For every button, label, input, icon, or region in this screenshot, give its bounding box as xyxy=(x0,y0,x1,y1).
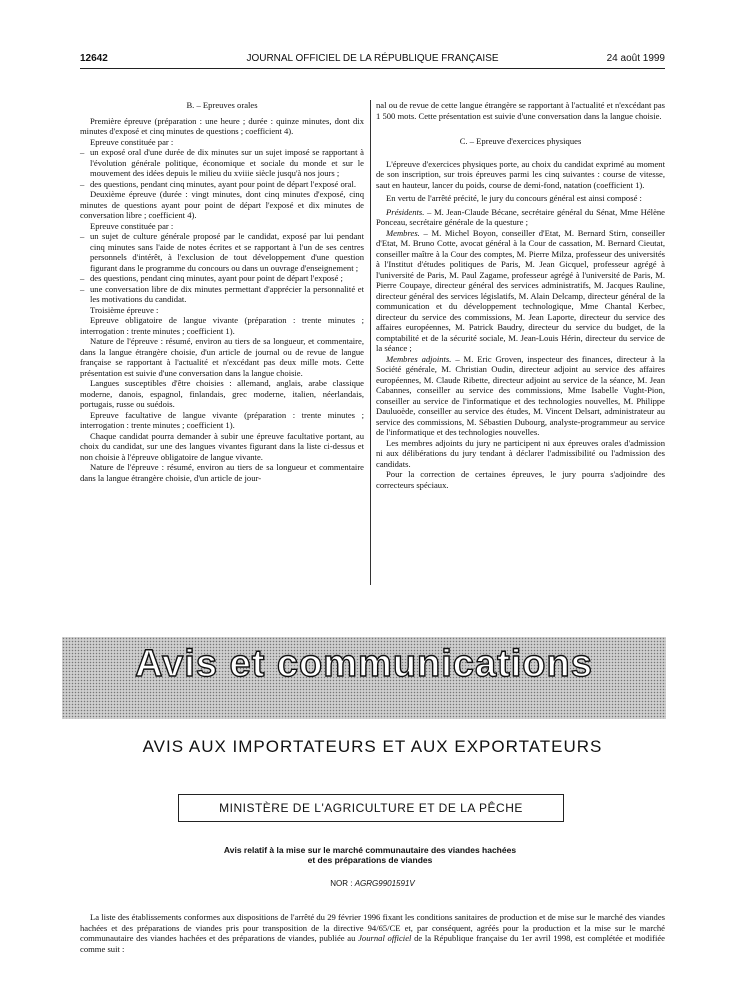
paragraph: Chaque candidat pourra demander à subir une épreuve facultative portant, au choix du candidat, sur une des langues vivantes figurant dans la liste ci-dessus et non choisie à l'épreuve obligatoire de langue vivante. xyxy=(80,430,364,462)
list xyxy=(80,147,364,189)
banner-title: Avis et communications xyxy=(135,643,593,685)
right-column xyxy=(376,100,665,490)
presidents-text: – M. Jean-Claude Bécane, secrétaire général du Sénat, Mme Hélène Ponceau, secrétaire générale de la questure ; xyxy=(376,206,665,227)
list xyxy=(80,231,364,305)
body-text: La liste des établissements conformes aux dispositions de l'arrêté du 29 février 1996 fixant les conditions sanitaires de production et de mise sur le marché des viandes hachées et des préparations de viandes pris pour transposition de la directive 94/65/CE et, par conséquent, agréés pour la production et la mise sur le marché communautaire des viandes hachées et des préparations de viandes, publiée au xyxy=(80,912,665,943)
jury-deputy-members xyxy=(376,354,665,438)
paragraph: Nature de l'épreuve : résumé, environ au tiers de sa longueur et commentaire dans la langue étrangère choisie, d'un article de jour- xyxy=(80,462,364,483)
list-item: – un sujet de culture générale proposé par le candidat, exposé par lui pendant cinq minutes sans l'aide de notes écrites et se rapportant à l'un de ses centres personnels d'intérêt, à l'exclusion de tout développement d'une question figurant dans le programme du concours ou dans un ouvrage d'enseignement ; xyxy=(80,231,364,273)
members-text: – M. Michel Boyon, conseiller d'Etat, M. Bernard Stirn, conseiller d'Etat, M. Bruno Cotte, avocat général à la Cour de cassation, M. Bernard Cieutat, conseiller maître à la Cour des comptes, M. Pierre Milza, professeur des universités à l'Institut d'études politiques de Paris, M. Jean Gicquel, professeur agrégé à l'université de Paris, M. Paul Zagame, professeur agrégé à l'université de Paris, M. Pierre Coupaye, directeur général des services administratifs, M. Jacques Rauline, directeur général des services législatifs, M. Alain Delcamp, directeur général de la communication et du développement technologique, Mme Chantal Kerbec, directeur du service des commissions, M. Jean Laporte, directeur du service des affaires européennes, M. Patrick Baudry, directeur du service du budget, de la comptabilité et de la sécurité sociale, M. Jean-Louis Hérin, directeur du service de la séance ; xyxy=(376,227,665,353)
issue-date: 24 août 1999 xyxy=(606,53,665,64)
paragraph: L'épreuve d'exercices physiques porte, au choix du candidat exprimé au moment de son inscription, sur trois épreuves parmi les cinq suivantes : course de vitesse, saut en hauteur, lancer du poids, course de demi-fond, natation (coefficient 1). xyxy=(376,158,665,190)
section-banner xyxy=(62,637,666,719)
paragraph: Epreuve obligatoire de langue vivante (préparation : trente minutes ; interrogation : trente minutes ; coefficient 1). xyxy=(80,315,364,336)
journal-reference: Journal officiel xyxy=(358,933,412,943)
paragraph: nal ou de revue de cette langue étrangère se rapportant à l'actualité et n'excédant pas 1 500 mots. Cette présentation est suivie d'une conversation dans la langue choisie. xyxy=(376,100,665,121)
paragraph: Epreuve constituée par : xyxy=(90,220,174,231)
list-item: – un exposé oral d'une durée de dix minutes sur un sujet imposé se rapportant à l'évolution générale politique, économique et sociale du monde et sur le mouvement des idées depuis le milieu du xviiie siècle jusqu'à nos jours ; xyxy=(80,147,364,179)
paragraph: Nature de l'épreuve : résumé, environ au tiers de sa longueur, et commentaire, dans la langue étrangère choisie, d'un article de journal ou de revue de langue française se rapportant à l'actualité et n'excédant pas deux mille mots. Cette présentation est suivie d'une conversation dans la langue choisie. xyxy=(80,336,364,378)
paragraph: Epreuve constituée par : xyxy=(90,136,174,147)
paragraph: Première épreuve (préparation : une heure ; durée : quinze minutes, dont dix minutes d'exposé et cinq minutes de questions ; coefficient 4). xyxy=(80,115,364,136)
notice-body xyxy=(80,912,665,954)
page-header xyxy=(80,53,665,67)
ministry-box: MINISTÈRE DE L'AGRICULTURE ET DE LA PÊCHE xyxy=(178,794,564,822)
paragraph: Epreuve facultative de langue vivante (préparation : trente minutes ; interrogation : trente minutes ; coefficient 1). xyxy=(80,409,364,430)
paragraph: Troisième épreuve : xyxy=(90,304,159,315)
presidents-label: Présidents. xyxy=(386,206,425,217)
body-text: de la République française du 1er avril 1998, est complétée et modifiée comme suit : xyxy=(80,933,665,954)
section-heading-physical: C. – Epreuve d'exercices physiques xyxy=(459,136,582,146)
paragraph: Deuxième épreuve (durée : vingt minutes, dont cinq minutes d'exposé, cinq minutes de questions ayant pour point de départ l'exposé et dix minutes de conversation libre ; coefficient 4). xyxy=(80,189,364,220)
nor-value: AGRG9901591V xyxy=(354,879,415,888)
header-rule xyxy=(80,68,665,69)
list-item: – une conversation libre de dix minutes permettant d'apprécier la personnalité et les motivations du candidat. xyxy=(80,284,364,305)
list-item: – des questions, pendant cinq minutes, ayant pour point de départ l'exposé oral. xyxy=(80,179,364,190)
paragraph xyxy=(80,912,665,954)
paragraph: En vertu de l'arrêté précité, le jury du concours général est ainsi composé : xyxy=(386,193,642,203)
paragraph: Les membres adjoints du jury ne participent ni aux épreuves orales d'admission ni aux délibérations du jury tendant à déclarer l'admissibilité ou l'admission des candidats. xyxy=(376,437,665,469)
jury-presidents xyxy=(376,207,665,228)
nor-label: NOR : xyxy=(330,879,355,888)
list-item: – des questions, pendant cinq minutes, ayant pour point de départ l'exposé ; xyxy=(80,273,364,284)
jury-members xyxy=(376,228,665,354)
notice-title xyxy=(150,845,590,865)
paragraph: Langues susceptibles d'être choisies : allemand, anglais, arabe classique moderne, danois, espagnol, finlandais, grec moderne, italien, néerlandais, portugais, russe ou suédois. xyxy=(80,378,364,409)
column-divider xyxy=(370,100,371,585)
members-label: Membres. xyxy=(386,227,420,238)
deputy-members-text: – M. Eric Groven, inspecteur des finances, directeur à la Société générale, M. Christian Oudin, directeur adjoint au service des affaires européennes, M. Claude Ribette, directeur adjoint au service de la séance, M. Jean Cabannes, conseiller au service des commissions, Mme Isabelle Vught-Pion, conseiller au service de l'informatique et des technologies nouvelles, M. Philippe Dauluoède, conseiller au service des études, M. Vincent Delsart, administrateur au service des commissions, M. Sébastien Dubourg, analyste-programmeur au service de l'informatique et des technologies nouvelles. xyxy=(376,353,665,437)
page-number: 12642 xyxy=(80,53,108,64)
journal-title: JOURNAL OFFICIEL DE LA RÉPUBLIQUE FRANÇAISE xyxy=(246,53,499,64)
paragraph: Pour la correction de certaines épreuves, le jury pourra s'adjoindre des correcteurs spéciaux. xyxy=(376,469,665,490)
notice-title-line: Avis relatif à la mise sur le marché communautaire des viandes hachées xyxy=(223,845,517,855)
section-title: AVIS AUX IMPORTATEURS ET AUX EXPORTATEURS xyxy=(142,737,603,756)
nor-reference xyxy=(80,879,665,888)
section-heading-oral: B. – Epreuves orales xyxy=(186,100,258,110)
notice-title-line: et des préparations de viandes xyxy=(307,855,433,865)
left-column xyxy=(80,100,364,483)
deputy-members-label: Membres adjoints. xyxy=(386,353,452,364)
